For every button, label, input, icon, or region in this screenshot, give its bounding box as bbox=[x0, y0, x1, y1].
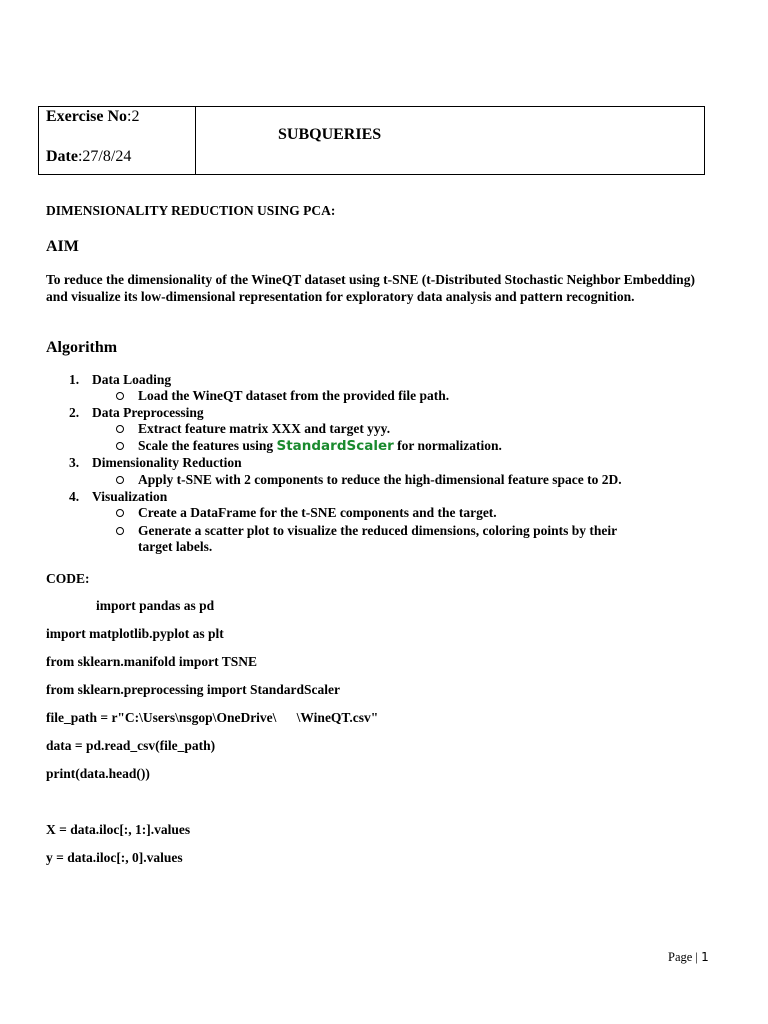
bullet-icon bbox=[116, 425, 124, 433]
code-line: data = pd.read_csv(file_path) bbox=[46, 738, 216, 753]
step-4-title: Visualization bbox=[92, 489, 168, 504]
algorithm-heading: Algorithm bbox=[46, 339, 118, 356]
step-2-title: Data Preprocessing bbox=[92, 405, 204, 420]
code-line: y = data.iloc[:, 0].values bbox=[46, 850, 183, 865]
step-4-item-b-line2: target labels. bbox=[138, 539, 213, 554]
section-subtitle: DIMENSIONALITY REDUCTION USING PCA: bbox=[46, 203, 336, 218]
code-line: X = data.iloc[:, 1:].values bbox=[46, 822, 191, 837]
step-1-title: Data Loading bbox=[92, 372, 172, 387]
step-1-number: 1. bbox=[69, 372, 80, 387]
page-number: 1 bbox=[701, 950, 709, 964]
step-3-title: Dimensionality Reduction bbox=[92, 455, 242, 470]
step-4-item-a: Create a DataFrame for the t-SNE components and the target. bbox=[138, 505, 497, 520]
bullet-icon bbox=[116, 442, 124, 450]
step-3-number: 3. bbox=[69, 455, 80, 470]
aim-heading: AIM bbox=[46, 238, 79, 255]
header-left-cell bbox=[39, 107, 196, 174]
aim-text: To reduce the dimensionality of the WineQT dataset using t-SNE (t-Distributed Stochastic Neighbor Embedding) and visualize its low-dimensional representation for exploratory data analysis and pattern recognition. bbox=[46, 272, 695, 304]
step-3-item: Apply t-SNE with 2 components to reduce the high-dimensional feature space to 2D. bbox=[138, 472, 622, 487]
exercise-number: Exercise No:2 bbox=[46, 108, 140, 125]
exercise-date: Date:27/8/24 bbox=[46, 148, 132, 165]
step-4-number: 4. bbox=[69, 489, 80, 504]
bullet-icon bbox=[116, 392, 124, 400]
code-line: file_path = r"C:\Users\nsgop\OneDrive\ \WineQT.csv" bbox=[46, 710, 379, 725]
bullet-icon bbox=[116, 476, 124, 484]
step-2-item-b: Scale the features using StandardScaler for normalization. bbox=[138, 438, 502, 454]
bullet-icon bbox=[116, 527, 124, 535]
code-line: from sklearn.preprocessing import StandardScaler bbox=[46, 682, 340, 697]
code-line: import pandas as pd bbox=[96, 598, 215, 613]
code-line: import matplotlib.pyplot as plt bbox=[46, 626, 224, 641]
step-1-item: Load the WineQT dataset from the provided file path. bbox=[138, 388, 450, 403]
step-2-item-a: Extract feature matrix XXX and target yyy. bbox=[138, 421, 391, 436]
code-line: from sklearn.manifold import TSNE bbox=[46, 654, 258, 669]
date-value: :27/8/24 bbox=[77, 148, 132, 165]
header-table bbox=[38, 106, 705, 175]
page-title: SUBQUERIES bbox=[278, 126, 382, 143]
standardscaler-code: StandardScaler bbox=[276, 438, 394, 454]
page-footer: Page | 1 bbox=[668, 950, 709, 964]
step-2-number: 2. bbox=[69, 405, 80, 420]
bullet-icon bbox=[116, 509, 124, 517]
code-line: print(data.head()) bbox=[46, 766, 150, 781]
step-4-item-b-line1: Generate a scatter plot to visualize the reduced dimensions, coloring points by their bbox=[138, 523, 618, 538]
code-heading: CODE: bbox=[46, 571, 90, 586]
